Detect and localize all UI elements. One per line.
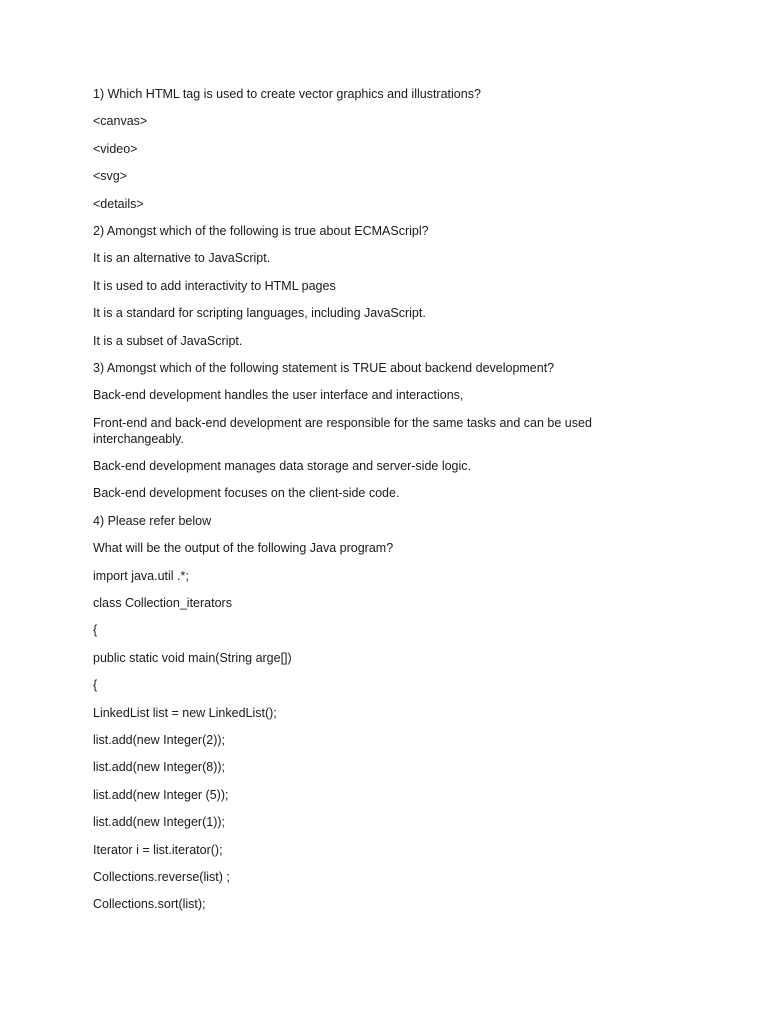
question-3-text: 3) Amongst which of the following statement is TRUE about backend development? <box>93 360 555 375</box>
question-2-option-d: It is a subset of JavaScript. <box>93 333 243 348</box>
code-line: import java.util .*; <box>93 568 189 583</box>
question-2-option-c: It is a standard for scripting languages, including JavaScript. <box>93 306 426 321</box>
question-1-option-b: <video> <box>93 141 138 156</box>
question-4-prompt: What will be the output of the following Java program? <box>93 541 394 556</box>
question-1-option-d: <details> <box>93 196 144 211</box>
code-line: class Collection_iterators <box>93 596 232 611</box>
question-2-text: 2) Amongst which of the following is true about ECMAScripl? <box>93 223 429 238</box>
question-1-option-c: <svg> <box>93 169 128 184</box>
code-line: list.add(new Integer(8)); <box>93 760 226 775</box>
question-2-option-a: It is an alternative to JavaScript. <box>93 251 271 266</box>
question-4-text: 4) Please refer below <box>93 513 212 528</box>
question-1-option-a: <canvas> <box>93 114 148 129</box>
question-3-option-d: Back-end development focuses on the client-side code. <box>93 486 400 501</box>
code-line: { <box>93 678 98 693</box>
code-line: Iterator i = list.iterator(); <box>93 842 223 857</box>
code-line: Collections.reverse(list) ; <box>93 869 230 884</box>
question-2-option-b: It is used to add interactivity to HTML pages <box>93 278 336 293</box>
question-3-option-a: Back-end development handles the user interface and interactions, <box>93 388 464 403</box>
code-line: list.add(new Integer(2)); <box>93 732 226 747</box>
question-1-text: 1) Which HTML tag is used to create vector graphics and illustrations? <box>93 87 481 101</box>
code-line: { <box>93 623 98 638</box>
code-line: Collections.sort(list); <box>93 897 206 912</box>
code-line: LinkedList list = new LinkedList(); <box>93 705 277 720</box>
document-page <box>93 86 653 924</box>
code-line: list.add(new Integer(1)); <box>93 815 226 830</box>
question-3-option-b: Front-end and back-end development are responsible for the same tasks and can be used interchangeably. <box>93 415 596 447</box>
question-3-option-c: Back-end development manages data storage and server-side logic. <box>93 459 471 474</box>
code-line: public static void main(String arge[]) <box>93 650 292 665</box>
code-line: list.add(new Integer (5)); <box>93 787 229 802</box>
